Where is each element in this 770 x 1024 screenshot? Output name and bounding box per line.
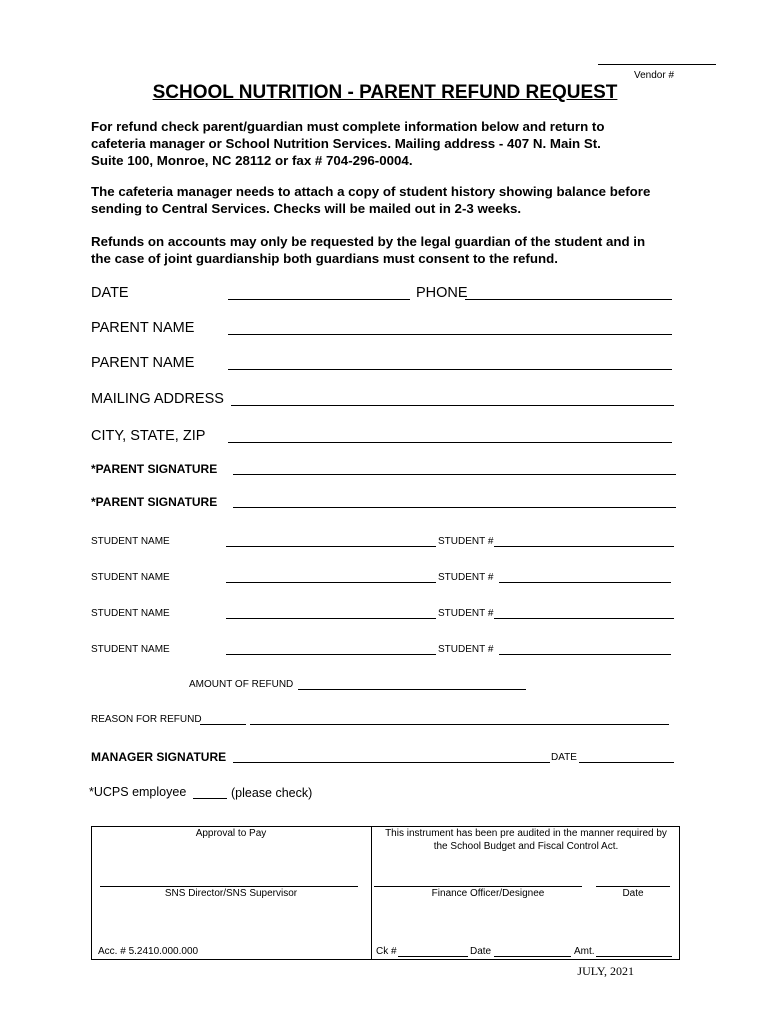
student-name-label: STUDENT NAME xyxy=(91,536,170,547)
amount-field[interactable] xyxy=(596,956,672,957)
student-name-label: STUDENT NAME xyxy=(91,644,170,655)
student-number-field[interactable] xyxy=(494,546,674,547)
preaudit-text-line-2: the School Budget and Fiscal Control Act. xyxy=(433,841,619,852)
instructions-line: sending to Central Services. Checks will be mailed out in 2-3 weeks. xyxy=(91,201,522,216)
sns-director-label: SNS Director/SNS Supervisor xyxy=(164,888,298,899)
approval-to-pay-label: Approval to Pay xyxy=(195,828,267,839)
check-number-field[interactable] xyxy=(398,956,468,957)
student-name-field[interactable] xyxy=(226,546,436,547)
finance-officer-label: Finance Officer/Designee xyxy=(431,888,545,899)
instructions-line: For refund check parent/guardian must complete information below and return to xyxy=(91,119,605,134)
phone-label: PHONE xyxy=(416,285,468,301)
manager-date-label: DATE xyxy=(551,752,577,763)
student-number-label: STUDENT # xyxy=(438,536,494,547)
ucps-employee-checkbox[interactable] xyxy=(193,798,227,799)
parent-signature-label-2: *PARENT SIGNATURE xyxy=(91,495,218,509)
approval-date-field[interactable] xyxy=(596,886,670,887)
instructions-paragraph-1 xyxy=(91,118,691,169)
date-field[interactable] xyxy=(228,299,410,300)
parent-signature-field-1[interactable] xyxy=(233,474,676,475)
reason-for-refund-label: REASON FOR REFUND xyxy=(91,714,202,725)
revision-date: JULY, 2021 xyxy=(577,964,634,978)
parent-signature-field-2[interactable] xyxy=(233,507,676,508)
instructions-line: the case of joint guardianship both guardians must consent to the refund. xyxy=(91,251,558,266)
vendor-number-line[interactable] xyxy=(598,64,716,65)
page-title: SCHOOL NUTRITION - PARENT REFUND REQUEST xyxy=(152,82,618,103)
sns-director-signature-field[interactable] xyxy=(100,886,358,887)
finance-officer-signature-field[interactable] xyxy=(374,886,582,887)
reason-for-refund-field[interactable] xyxy=(200,724,246,725)
check-number-label: Ck # xyxy=(376,946,397,957)
student-name-field[interactable] xyxy=(226,654,436,655)
student-number-field[interactable] xyxy=(499,654,671,655)
student-name-field[interactable] xyxy=(226,582,436,583)
city-state-zip-label: CITY, STATE, ZIP xyxy=(91,428,206,444)
preaudit-text-line-1: This instrument has been pre audited in the manner required by xyxy=(385,828,667,839)
student-number-field[interactable] xyxy=(499,582,671,583)
account-number: Acc. # 5.2410.000.000 xyxy=(98,946,199,957)
instructions-line: cafeteria manager or School Nutrition Services. Mailing address - 407 N. Main St. xyxy=(91,136,601,151)
check-date-field[interactable] xyxy=(494,956,571,957)
parent-name-label-2: PARENT NAME xyxy=(91,355,195,371)
student-name-field[interactable] xyxy=(226,618,436,619)
reason-for-refund-field[interactable] xyxy=(250,724,669,725)
student-name-label: STUDENT NAME xyxy=(91,572,170,583)
manager-signature-label: MANAGER SIGNATURE xyxy=(91,750,227,764)
manager-signature-field[interactable] xyxy=(233,762,550,763)
instructions-paragraph-3 xyxy=(91,233,691,267)
date-label: DATE xyxy=(91,285,129,301)
student-number-label: STUDENT # xyxy=(438,644,494,655)
please-check-note: (please check) xyxy=(231,786,313,800)
parent-name-field-1[interactable] xyxy=(228,334,672,335)
instructions-line: Refunds on accounts may only be requested by the legal guardian of the student and in xyxy=(91,234,646,249)
amount-of-refund-field[interactable] xyxy=(298,689,526,690)
student-number-label: STUDENT # xyxy=(438,608,494,619)
instructions-paragraph-2 xyxy=(91,183,691,217)
vendor-number-label: Vendor # xyxy=(634,70,675,81)
mailing-address-label: MAILING ADDRESS xyxy=(91,391,224,407)
amount-of-refund-label: AMOUNT OF REFUND xyxy=(189,679,294,690)
instructions-line: The cafeteria manager needs to attach a copy of student history showing balance before xyxy=(91,184,651,199)
check-date-label: Date xyxy=(470,946,492,957)
student-name-label: STUDENT NAME xyxy=(91,608,170,619)
parent-name-label-1: PARENT NAME xyxy=(91,320,195,336)
city-state-zip-field[interactable] xyxy=(228,442,672,443)
ucps-employee-label: *UCPS employee xyxy=(89,785,187,799)
parent-signature-label-1: *PARENT SIGNATURE xyxy=(91,462,218,476)
instructions-line: Suite 100, Monroe, NC 28112 or fax # 704-296-0004. xyxy=(91,153,413,168)
phone-field[interactable] xyxy=(465,299,672,300)
approval-date-label: Date xyxy=(622,888,644,899)
parent-name-field-2[interactable] xyxy=(228,369,672,370)
mailing-address-field[interactable] xyxy=(231,405,674,406)
student-number-field[interactable] xyxy=(494,618,674,619)
manager-date-field[interactable] xyxy=(579,762,674,763)
amount-label: Amt. xyxy=(574,946,595,957)
student-number-label: STUDENT # xyxy=(438,572,494,583)
